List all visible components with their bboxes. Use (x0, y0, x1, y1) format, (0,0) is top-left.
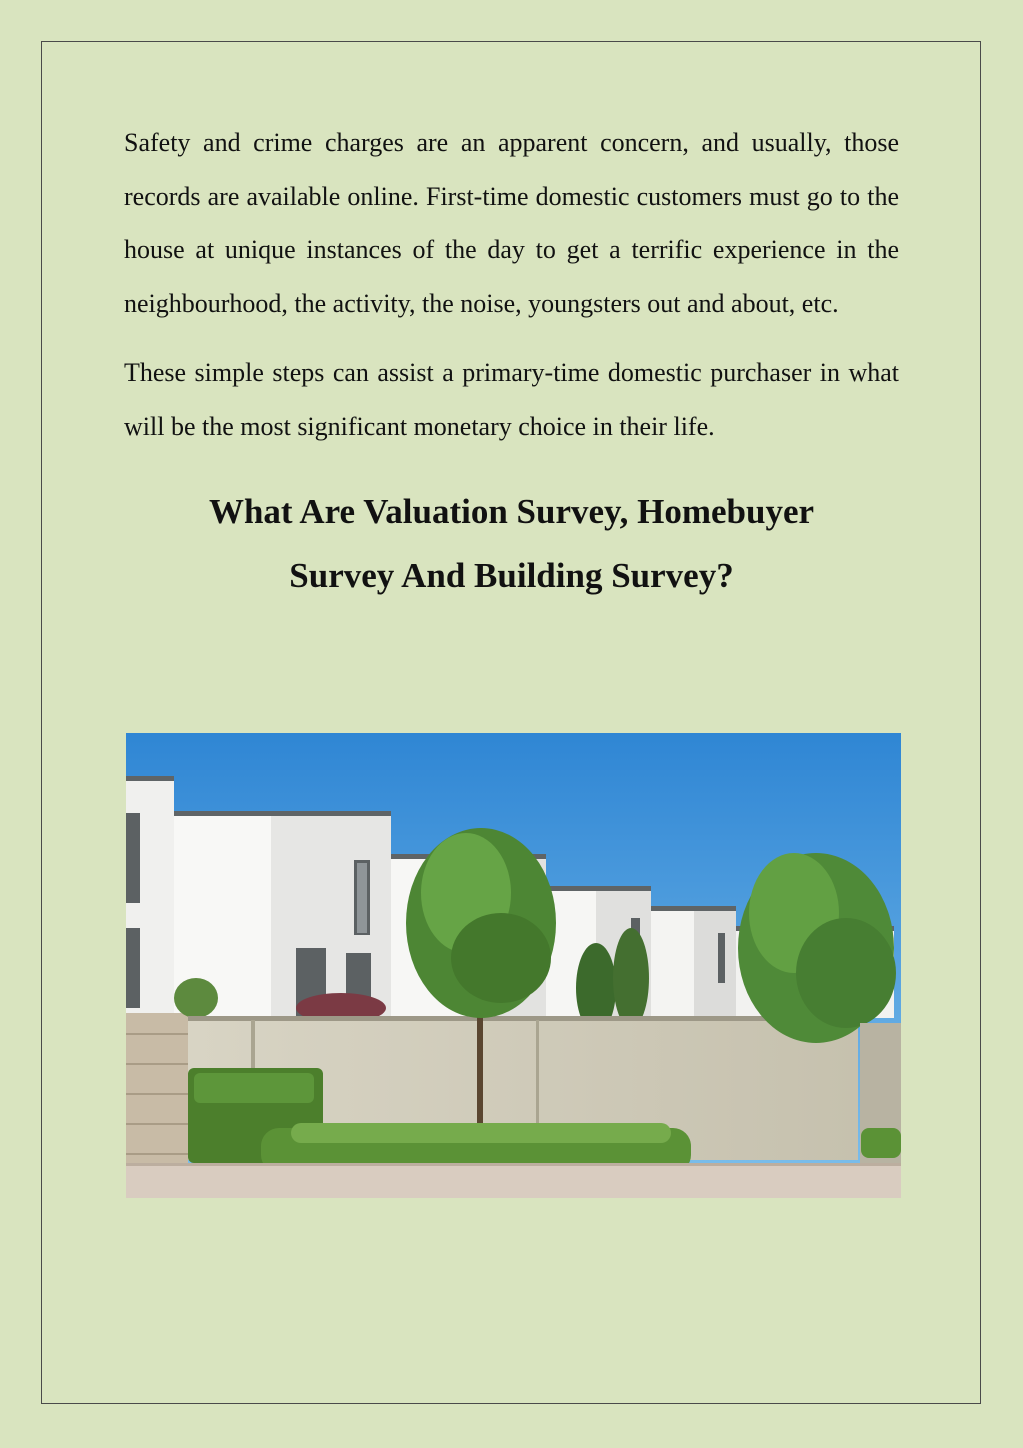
heading-line-2: Survey And Building Survey? (289, 556, 734, 595)
document-body (124, 116, 899, 608)
paragraph-safety: Safety and crime charges are an apparent concern, and usually, those records are available online. First-time domestic customers must go to the house at unique instances of the day to get a terrific experience in the neighbourhood, the activity, the noise, youngsters out and about, etc. (124, 128, 899, 318)
section-heading (124, 480, 899, 608)
heading-line-1: What Are Valuation Survey, Homebuyer (208, 492, 815, 531)
houses-photo (126, 733, 901, 1198)
paragraph-simple-steps: These simple steps can assist a primary-time domestic purchaser in what will be the most significant monetary choice in their life. (124, 358, 899, 441)
